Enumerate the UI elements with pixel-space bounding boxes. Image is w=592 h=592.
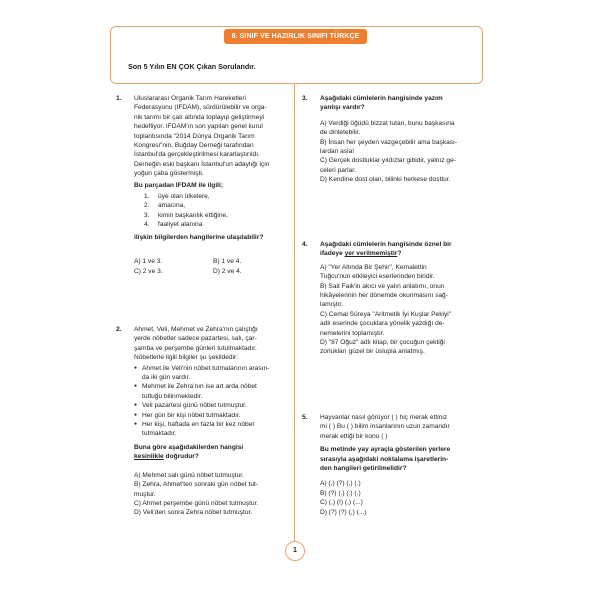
option-a[interactable]: A) 1 ve 3. (134, 258, 163, 265)
options-group (320, 263, 480, 357)
bullet-line: tutmaktadır. (142, 430, 177, 438)
passage-line: Derneğin eski başkanı İstanbul'un adaylığı için (134, 160, 270, 168)
list-item (134, 364, 294, 383)
option-c[interactable]: C) 2 ve 3. (134, 268, 163, 275)
option-line: lardan asla! (320, 148, 355, 156)
passage-line: Uluslararası Organik Tarım Hareketleri (134, 95, 247, 102)
item-number: 3. (144, 211, 150, 219)
option-line: A) Verdiği öğüdü bizzat tutan, bunu başkasına (320, 119, 455, 127)
list-item (144, 192, 294, 201)
item-text: faaliyet alanına (158, 221, 203, 229)
passage-line: Hayvanlar nasıl görüyor ( ) hiç merak ettiniz (320, 414, 448, 421)
passage-line: yoğun çaba göstermişti. (134, 170, 204, 178)
list-item (134, 411, 294, 420)
passage-line: Ahmet, Veli, Mehmet ve Zehra'nın çalıştığı (134, 326, 258, 333)
option-line: adlı eserinde çocuklara yönelik yazdığı de- (320, 320, 445, 328)
option-c[interactable] (134, 499, 294, 508)
stem-line (134, 452, 294, 461)
stem-emphasis: kesinlikle (134, 453, 164, 461)
question-number: 4. (302, 241, 308, 248)
option-c[interactable] (320, 310, 480, 338)
option-a[interactable] (134, 471, 294, 480)
option-c[interactable] (320, 156, 480, 175)
stem-emphasis: yer verilmemiştir (344, 250, 398, 258)
option-line: B) İnsan her şeyden vazgeçebilir ama başkası- (320, 138, 458, 146)
option-line: de dinletebilir. (320, 129, 361, 137)
options-group (320, 479, 480, 517)
passage-line: yerde nöbetler sadece pazartesi, salı, çar- (134, 335, 257, 343)
option-line: D) Kendine dost olan, bilinki herkese dosttur. (320, 176, 451, 184)
option-line: A) Mehmet salı günü nöbet tutmuştur. (134, 471, 244, 479)
option-line: A) "Yer Altında Bir Şehir", Kemalettin (320, 263, 427, 271)
options-group (134, 471, 294, 518)
stem-line (320, 249, 480, 258)
question-passage (134, 325, 294, 518)
option-c[interactable]: C) (,) (!) (,) (...) (320, 499, 363, 507)
stem-line: Aşağıdaki cümlelerin hangisinde öznel bir (320, 241, 452, 248)
passage-line: mi ( ) Bu ( ) bilim insanlarının uzun zamandır (320, 423, 450, 431)
option-line: C) Gerçek dostluklar yıldızlar gibidir, yalnız ge- (320, 157, 456, 165)
question-body (320, 240, 480, 357)
list-item (144, 220, 294, 229)
question-stem: ilişkin bilgilerden hangilerine ulaşılabilir? (134, 233, 264, 241)
option-d[interactable] (320, 338, 480, 357)
option-line: zorlukları güzel bir üslupla anlatmış. (320, 348, 425, 356)
page-title: 8. SINIF VE HAZIRLIK SINIFI TÜRKÇE (224, 29, 367, 44)
option-d[interactable] (134, 508, 294, 517)
bullet-line: ● Mehmet ile Zehra'nın ise art arda nöbet (142, 383, 257, 391)
question-stem (320, 94, 480, 113)
bullet-line: ● Ahmet ile Veli'nin nöbet tutmalarının arasın- (142, 364, 270, 372)
stem-prefix: ifadeye (320, 250, 345, 258)
item-list (144, 192, 294, 230)
question-stem (134, 443, 294, 462)
option-line: Tuğcu'nun etkileyici eserlerinden biridir. (320, 273, 435, 281)
option-b[interactable] (134, 480, 294, 499)
bullet-line: tuttuğu bilinmektedir. (142, 392, 203, 400)
stem-rest: doğrudur? (163, 453, 199, 461)
stem-line: den hangileri getirilmelidir? (320, 465, 407, 473)
question-number: 1. (116, 95, 122, 102)
option-b[interactable]: B) 1 ve 4. (213, 258, 242, 265)
bullet-line: da iki gün vardır. (142, 374, 191, 382)
option-line: D) Veli'den sonra Zehra nöbet tutmuştur. (134, 509, 253, 517)
item-text: üye olan ülkelere, (158, 193, 210, 201)
option-a[interactable] (320, 263, 480, 282)
stem-line: Aşağıdaki cümlelerin hangisinde yazım (320, 95, 443, 102)
question-stem-intro: Bu parçadan IFDAM ile ilgili; (134, 181, 224, 189)
bullet-line: ● Her kişi, haftada en fazla bir kez nöbet (142, 421, 255, 429)
option-d[interactable]: D) (?) (?) (,) (...) (320, 508, 367, 516)
item-number: 1. (144, 193, 150, 201)
column-divider (294, 84, 295, 554)
option-line: nemelerini toplamıştır. (320, 329, 385, 337)
question-number: 2. (116, 326, 122, 333)
option-line: muştur. (134, 490, 156, 498)
passage-line: Kongresi"nin, Buğday Derneği tarafından (134, 142, 254, 150)
item-number: 2. (144, 202, 150, 210)
item-number: 4. (144, 221, 150, 229)
list-item (134, 401, 294, 410)
option-line: B) Sait Faik'in akıcı ve yalın anlatımı, onun (320, 282, 445, 290)
question-stem (320, 445, 480, 473)
stem-line: sırasıyla aşağıdaki noktalama işaretlerin- (320, 455, 449, 463)
list-item (134, 382, 294, 401)
list-item (134, 420, 294, 439)
question-body (320, 94, 480, 185)
question-number: 3. (302, 95, 308, 102)
option-line: hikâyelerinin her dönemde okunmasını sağ- (320, 292, 448, 300)
option-a[interactable]: A) (,) (?) (,) (.) (320, 480, 361, 488)
option-line: C) Ahmet perşembe günü nöbet tutmuştur. (134, 499, 259, 507)
option-line: celeri parlar. (320, 166, 356, 174)
option-line: B) Zehra, Ahmet'ten sonraki gün nöbet tut- (134, 481, 259, 489)
bullet-list (134, 364, 294, 439)
options-group (320, 119, 480, 185)
option-b[interactable] (320, 282, 480, 310)
passage-line: Nöbetlerle ilgili bilgiler şu şekildedir: (134, 354, 239, 362)
option-b[interactable]: B) (?) (.) (:) (.) (320, 489, 361, 497)
passage-line: İstanbul'da gerçekleştirilmesi kararlaştırıldı. (134, 151, 260, 159)
passage-line: toplantısında "2014 Dünya Organik Tarım (134, 132, 255, 140)
passage-line: merak ettiği bir konu ( ) (320, 432, 388, 440)
passage-line: Federasyonu (IFDAM), sürdürülebilir ve orga- (134, 104, 267, 112)
passage-line: şamba ve perşembe günleri tutulmaktadır. (134, 344, 257, 352)
question-stem (320, 240, 480, 259)
page-number: 1 (285, 541, 305, 561)
list-item (144, 211, 294, 220)
option-line: D) "87 Oğuz" adlı kitap, bir çocuğun çektiği (320, 339, 445, 347)
bullet-line: ● Her gün bir kişi nöbet tutmaktadır. (142, 411, 241, 419)
stem-line: Bu metinde yay ayraçla gösterilen yerlere (320, 446, 451, 454)
item-text: amacına, (158, 202, 186, 210)
option-line: lamıştır. (320, 301, 344, 309)
option-d[interactable]: D) 2 ve 4. (213, 268, 242, 275)
passage-line: nik tarımı bir çatı altında toplayıp geliştirmeyi (134, 113, 265, 121)
stem-line: yanlışı vardır? (320, 104, 365, 112)
option-a[interactable] (320, 119, 480, 138)
question-number: 5. (302, 414, 308, 421)
question-body (320, 413, 480, 517)
item-text: kimin başkanlık ettiğine, (158, 211, 229, 219)
page-subtitle: Son 5 Yılın EN ÇOK Çıkan Sorulandır. (128, 62, 256, 71)
stem-line: Buna göre aşağıdakilerden hangisi (134, 443, 244, 451)
question-passage (134, 94, 294, 242)
bullet-line: ● Veli pazartesi günü nöbet tutmuştur. (142, 402, 247, 410)
option-d[interactable] (320, 175, 480, 184)
stem-rest: ? (397, 250, 402, 258)
list-item (144, 201, 294, 210)
passage-line: hedefliyor. IFDAM'ın son yapılan genel kurul (134, 123, 263, 131)
option-line: C) Cemal Süreya "Aritmetik İyi Kuşlar Pekiyi" (320, 310, 452, 318)
option-b[interactable] (320, 138, 480, 157)
